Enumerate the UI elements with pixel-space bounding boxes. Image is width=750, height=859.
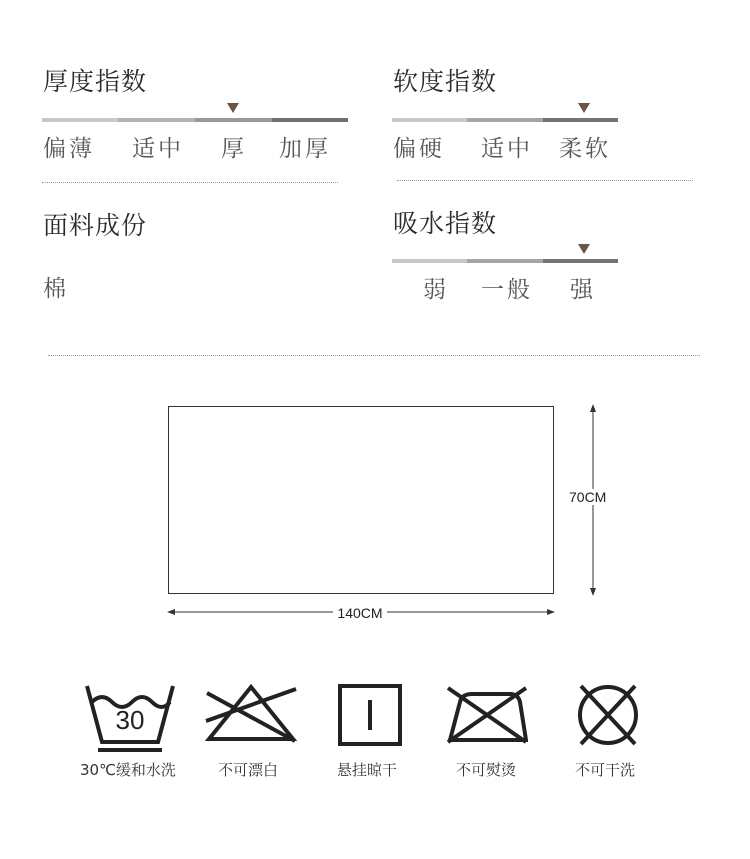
care-label-no-bleach: 不可漂白 [218,761,279,779]
softness-option-soft: 柔软 [559,136,611,162]
absorbency-title: 吸水指数 [393,209,498,238]
height-label: 70CM [565,489,610,505]
softness-marker-icon [578,103,590,113]
thickness-option-extra-thick: 加厚 [279,136,331,162]
care-label-no-dry-clean: 不可干洗 [575,761,636,779]
absorbency-option-strong: 强 [570,277,596,303]
thickness-option-thin: 偏薄 [43,136,95,162]
softness-option-hard: 偏硬 [393,136,445,162]
absorbency-option-weak: 弱 [423,277,449,303]
section-divider [48,355,700,356]
divider [397,180,693,181]
thickness-marker-icon [227,103,239,113]
softness-scale-bar [392,118,618,122]
material-value: 棉 [43,276,69,302]
care-label-no-iron: 不可熨烫 [456,761,517,779]
no-bleach-icon [203,683,299,747]
wash-30-icon [82,680,178,752]
material-title: 面料成份 [43,211,148,240]
thickness-scale-bar [42,118,348,122]
care-label-hang-dry: 悬挂晾干 [337,761,398,779]
towel-outline [168,406,554,594]
width-label: 140CM [333,605,386,621]
absorbency-marker-icon [578,244,590,254]
softness-title: 软度指数 [393,67,498,96]
thickness-option-medium: 适中 [132,136,184,162]
care-label-wash: 30℃缓和水洗 [80,761,176,779]
thickness-option-thick: 厚 [221,136,247,162]
no-iron-icon [446,684,528,748]
hang-dry-icon [338,684,402,750]
absorbency-scale-bar [392,259,618,263]
thickness-title: 厚度指数 [43,67,148,96]
no-dry-clean-icon [575,682,641,752]
absorbency-option-medium: 一般 [481,277,533,303]
softness-option-medium: 适中 [481,136,533,162]
divider [42,182,338,183]
wash-temperature: 30 [115,705,145,735]
